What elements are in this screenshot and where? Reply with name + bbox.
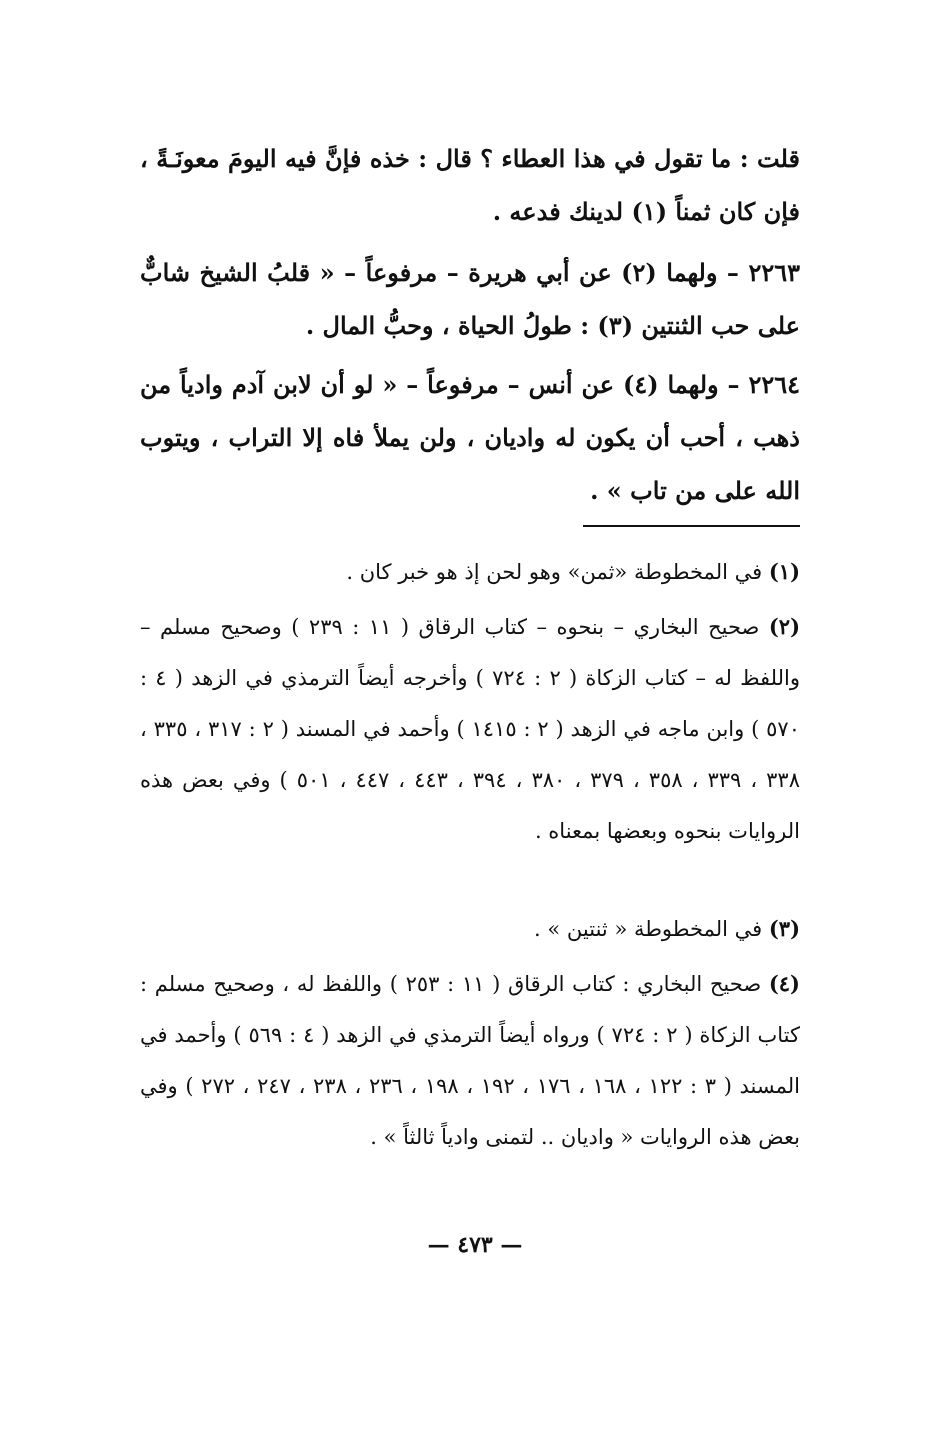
main-text-block-3 xyxy=(140,358,800,517)
footnote-2 xyxy=(140,601,800,857)
hadith-2263: ٢٢٦٣ – ولهما (٢) عن أبي هريرة – مرفوعاً – « قلبُ الشيخ شابٌّ على حب الثنتين (٣) : طولُ الحياة ، وحبُّ المال . xyxy=(140,258,800,340)
hadith-2264: ٢٢٦٤ – ولهما (٤) عن أنس – مرفوعاً – « لو أن لابن آدم وادياً من ذهب ، أحب أن يكون له واديان ، ولن يملأ فاه إلا التراب ، ويتوب الله على من تاب » . xyxy=(140,370,800,505)
footnote-number: (٢) xyxy=(768,614,800,639)
footnote-separator xyxy=(583,525,800,527)
footnote-text: صحيح البخاري – بنحوه – كتاب الرقاق ( ١١ : ٢٣٩ ) وصحيح مسلم – واللفظ له – كتاب الزكاة ( ٢ : ٧٢٤ ) وأخرجه أيضاً الترمذي في الزهد ( ٤ : ٥٧٠ ) وابن ماجه في الزهد ( ٢ : ١٤١٥ ) وأحمد في المسند ( ٢ : ٣١٧ ، ٣٣٥ ، ٣٣٨ ، ٣٣٩ ، ٣٥٨ ، ٣٧٩ ، ٣٨٠ ، ٣٩٤ ، ٤٤٣ ، ٤٤٧ ، ٥٠١ ) وفي بعض هذه الروايات بنحوه وبعضها بمعناه . xyxy=(140,615,800,843)
footnote-text: في المخطوطة «ثمن» وهو لحن إذ هو خبر كان . xyxy=(346,560,763,584)
footnote-3 xyxy=(140,903,800,955)
footnote-text: صحيح البخاري : كتاب الرقاق ( ١١ : ٢٥٣ ) واللفظ له ، وصحيح مسلم : كتاب الزكاة ( ٢ : ٧٢٤ ) ورواه أيضاً الترمذي في الزهد ( ٤ : ٥٦٩ ) وأحمد في المسند ( ٣ : ١٢٢ ، ١٦٨ ، ١٧٦ ، ١٩٢ ، ١٩٨ ، ٢٣٦ ، ٢٣٨ ، ٢٤٧ ، ٢٧٢ ) وفي بعض هذه الروايات « واديان .. لتمنى وادياً ثالثاً » . xyxy=(140,972,800,1149)
paragraph-continuation: قلت : ما تقول في هذا العطاء ؟ قال : خذه فإنَّ فيه اليومَ معونَـةً ، فإن كان ثمناً (١) لدينك فدعه . xyxy=(140,144,800,226)
footnote-number: (٣) xyxy=(768,916,800,941)
main-text-block-2 xyxy=(140,246,800,352)
footnote-number: (٤) xyxy=(768,971,800,996)
footnote-4 xyxy=(140,958,800,1163)
main-text-block-1 xyxy=(140,132,800,238)
footnote-text: في المخطوطة « ثنتين » . xyxy=(534,917,763,941)
page-number: — ٤٧٣ — xyxy=(427,1232,523,1258)
footnote-1 xyxy=(140,546,800,598)
footnote-number: (١) xyxy=(768,559,800,584)
